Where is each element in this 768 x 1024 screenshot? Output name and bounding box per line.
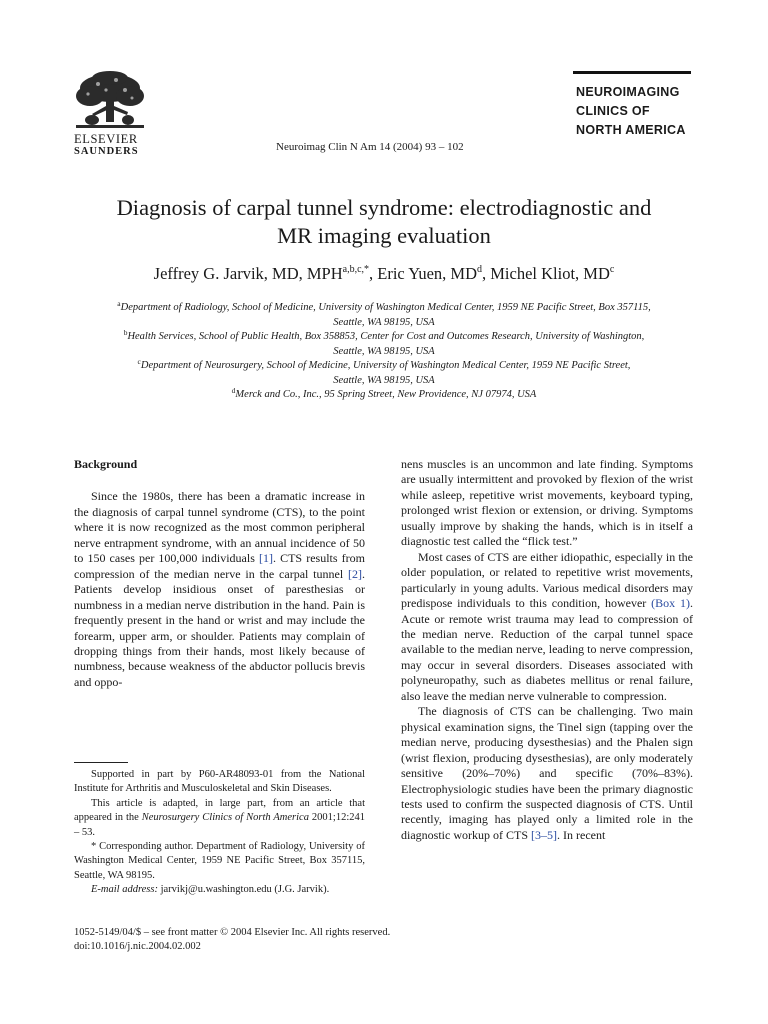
footnote — [74, 883, 365, 897]
affiliation-mark: d — [231, 386, 236, 395]
publisher-imprint: SAUNDERS — [74, 146, 139, 157]
right-column — [401, 457, 693, 843]
paragraph-text: . In recent — [557, 827, 606, 842]
journal-name — [576, 83, 686, 140]
article-title — [30, 194, 738, 250]
footnotes — [74, 768, 365, 898]
affiliation-mark: b — [123, 328, 128, 337]
body-paragraph: nens muscles is an uncommon and late finding. Symptoms are usually intermittent and provoked by flexion of the wrist while asleep, repetitive wrist movements, keyboard typing, prolonged wrist flexion or extension, or driving. Symptoms usually improve by shaking the hands, which is in itself a diagnostic test called the “flick test.” — [401, 457, 693, 549]
author-list — [30, 264, 738, 284]
footnote — [74, 797, 365, 840]
paragraph-text: . CTS results from compression of the median nerve in the carpal tunnel — [74, 551, 365, 581]
footnote-rule — [74, 762, 128, 763]
paragraph-text: The diagnosis of CTS can be challenging. Two main physical examination signs, the Tinel sign (tapping over the median nerve, producing dysesthesias) and the Phalen sign (wrist flexion, producing dysesthesias), are only moderately sensitive (20%–70%) and specific (70%–83%). Electrophysiologic studies have been the primary diagnostic tests used to confirm the suspected diagnosis of CTS. Until recently, imaging has played only a limited role in the diagnostic workup of CTS — [401, 704, 693, 842]
email-address: jarvikj@u.washington.edu (J.G. Jarvik). — [157, 884, 330, 896]
body-paragraph — [74, 489, 365, 690]
author-name: Michel Kliot, MD — [490, 264, 610, 283]
journal-name-line: NORTH AMERICA — [576, 123, 686, 137]
affiliation — [60, 383, 708, 402]
box-reference-link[interactable]: (Box 1) — [651, 596, 690, 611]
affiliation-text: Department of Radiology, School of Medicine, University of Washington Medical Center, 1959 NE Pacific Street, Box 357115, — [120, 302, 651, 313]
author-separator: , — [482, 264, 491, 283]
journal-name-line: CLINICS OF — [576, 104, 650, 118]
author-name: Eric Yuen, MD — [377, 264, 478, 283]
front-matter-notice — [74, 926, 390, 955]
paragraph-text: . Patients develop insidious onset of paresthesias or numbness in a median nerve distribution in the hand. Pain is frequently present in the hand or wrist and may include the forearm, upper arm, or shoulder. Patients may complain of dropping things from their hands, most likely because of numbness, because weakness of the abductor pollucis brevis and oppo- — [74, 566, 365, 689]
affiliation-mark: c — [137, 357, 141, 366]
journal-name-line: NEUROIMAGING — [576, 85, 680, 99]
affiliation-text: Seattle, WA 98195, USA — [333, 346, 435, 357]
author-separator: , — [369, 264, 378, 283]
affiliation-text: Health Services, School of Public Health, Box 358853, Center for Cost and Outcomes Research, University of Washington, — [127, 331, 645, 342]
reference-link[interactable]: [3–5] — [531, 827, 557, 842]
section-heading: Background — [74, 457, 138, 471]
author-affiliation-marks: a,b,c,* — [342, 264, 370, 275]
title-line: Diagnosis of carpal tunnel syndrome: electrodiagnostic and — [116, 195, 652, 220]
doi-line: doi:10.1016/j.nic.2004.02.002 — [74, 941, 201, 953]
affiliation-text: Seattle, WA 98195, USA — [333, 317, 435, 328]
journal-citation: Neuroimag Clin N Am 14 (2004) 93 – 102 — [276, 141, 464, 153]
affiliation-text: Merck and Co., Inc., 95 Spring Street, New Providence, NJ 07974, USA — [235, 389, 537, 400]
paragraph-text: Since the 1980s, there has been a dramatic increase in the diagnosis of carpal tunnel syndrome (CTS), to the point where it is now recognized as the most common peripheral nerve entrapment syndrome, with an annual incidence of 50 to 150 cases per 100,000 individuals — [74, 489, 365, 566]
footnote: Supported in part by P60-AR48093-01 from the National Institute for Arthritis and Musculoskeletal and Skin Diseases. — [74, 769, 365, 795]
author-affiliation-marks: d — [477, 264, 483, 275]
author-name: Jeffrey G. Jarvik, MD, MPH — [153, 264, 343, 283]
affiliation-text: Seattle, WA 98195, USA — [333, 375, 435, 386]
title-line: MR imaging evaluation — [277, 223, 491, 248]
email-label: E-mail address: — [91, 884, 158, 896]
copyright-line: 1052-5149/04/$ – see front matter © 2004 Elsevier Inc. All rights reserved. — [74, 927, 391, 938]
publisher-name: ELSEVIER — [74, 132, 138, 146]
body-paragraph — [401, 704, 693, 843]
left-column — [74, 457, 365, 690]
author-affiliation-marks: c — [609, 264, 615, 275]
reference-link[interactable]: [2] — [348, 566, 362, 581]
paragraph-text: Most cases of CTS are either idiopathic, especially in the older population, or related to repetitive wrist movements, particularly in young adults. Various medical disorders may predispose individuals to this condition, however — [401, 549, 693, 611]
paragraph-text: . Acute or remote wrist trauma may lead to compression of the median nerve. Reduction of the carpal tunnel space available to the median nerve, leading to nerve compression, may occur in several disorders. Diseases associated with polyneuropathy, such as diabetes mellitus or renal failure, also leave the median nerve vulnerable to compression. — [401, 596, 693, 703]
reference-link[interactable]: [1] — [258, 551, 273, 566]
footnote-text: 2001;12:241 – 53. — [74, 812, 365, 838]
footnote-journal: Neurosurgery Clinics of North America — [141, 812, 309, 824]
body-paragraph — [401, 550, 693, 705]
journal-rule — [573, 71, 691, 74]
affiliation-mark: a — [117, 299, 121, 308]
footnote: * Corresponding author. Department of Radiology, University of Washington Medical Center, 1959 NE Pacific Street, Box 357115, Seattle, WA 98195. — [74, 841, 365, 881]
footnote-text: This article is adapted, in large part, from an article that appeared in the — [74, 797, 365, 824]
affiliation-text: Department of Neurosurgery, School of Medicine, University of Washington Medical Center, 1959 NE Pacific Street, — [140, 360, 631, 371]
